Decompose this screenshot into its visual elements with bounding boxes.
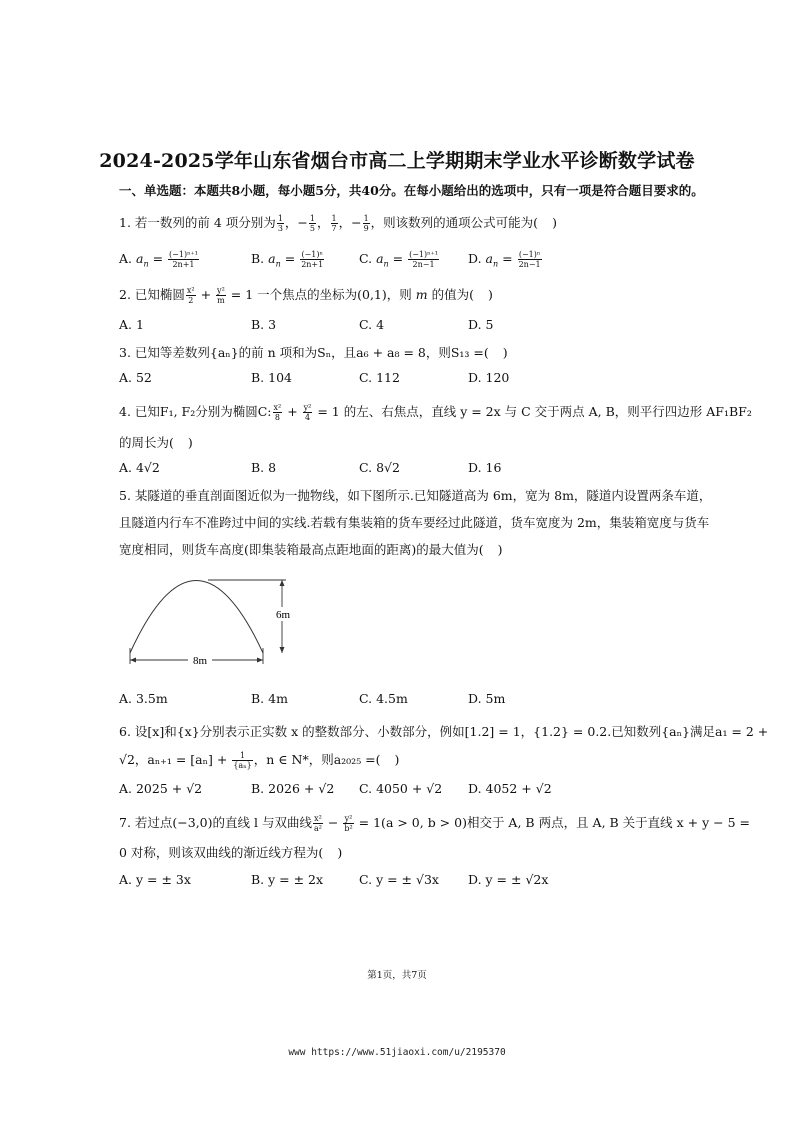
width-label: 8m [192, 655, 208, 667]
question-1-stem: 1. 若一数列的前 4 项分别为 $\frac{1}{3}$ ，− $\frac{1}{5}$ ， $\frac{1}{7}$ ，− $\frac{1}{9}$ ，则该数列的通项公式可能为( ) [119, 214, 557, 233]
q2-option-c: C. 4 [359, 317, 385, 332]
q2-option-a: A. 1 [119, 317, 144, 332]
q7-option-a: A. y = ± 3x [119, 872, 191, 887]
q7-option-b: B. y = ± 2x [251, 872, 324, 887]
q6-option-a: A. 2025 + √2 [119, 781, 203, 796]
q7-option-d: D. y = ± √2x [468, 872, 549, 887]
height-label: 6m [275, 609, 291, 621]
q3-option-a: A. 52 [119, 370, 152, 385]
question-4-stem: 4. 已知F₁, F₂分别为椭圆C: $\frac{\text{x²}}{8}$ + $\frac{\text{y²}}{4}$ = 1 的左、右焦点，直线 y = 2x 与 C 交于两点 A, B，则平行四边形 AF₁BF₂ [119, 403, 752, 422]
page-title: 2024-2025学年山东省烟台市高二上学期期末学业水平诊断数学试卷 [99, 150, 695, 172]
page-footer: 第1页，共7页 [367, 970, 427, 981]
tunnel-parabola-figure [118, 570, 308, 670]
arrow-down-icon [280, 647, 285, 653]
question-6-line2: √2，aₙ₊₁ = [aₙ] + $\frac{1}{\text{\{aₙ\}}}$ ，n ∈ N*，则a₂₀₂₅ =( ) [119, 751, 400, 770]
q1-option-b: B. $a_n$ = $\frac{\text{(−1)ⁿ}}{2n+1}$ [251, 250, 324, 269]
question-7-line2: 0 对称，则该双曲线的渐近线方程为( ) [119, 845, 343, 860]
q5-option-d: D. 5m [468, 691, 506, 706]
fraction: $\frac{1}{3}$ [277, 214, 283, 233]
q6-option-d: D. 4052 + √2 [468, 781, 552, 796]
parabola-curve [130, 581, 263, 654]
arrow-right-icon [257, 658, 263, 663]
question-5-line3: 宽度相同，则货车高度(即集装箱最高点距地面的距离)的最大值为( ) [119, 542, 503, 557]
question-7-line1: 7. 若过点(−3,0)的直线 l 与双曲线 $\frac{\text{x²}}{\text{a²}}$ − $\frac{\text{y²}}{\text{b²}}$ = 1(a > 0, b > 0)相交于 A, B 两点，且 A, B 关于直线 x + y − 5 = [119, 814, 751, 833]
arrow-up-icon [280, 580, 285, 586]
q4-option-a: A. 4√2 [119, 460, 160, 475]
question-6-line1: 6. 设[x]和{x}分别表示正实数 x 的整数部分、小数部分，例如[1.2] = 1，{1.2} = 0.2.已知数列{aₙ}满足a₁ = 2 + [119, 724, 769, 739]
watermark-url: www https://www.51jiaoxi.com/u/2195370 [288, 1047, 506, 1058]
q1-option-c: C. $a_n$ = $\frac{\text{(−1)ⁿ⁺¹}}{2n-1}$ [359, 250, 439, 269]
fraction: $\frac{1}{7}$ [331, 214, 337, 233]
q5-option-a: A. 3.5m [119, 691, 168, 706]
fraction: $\frac{1}{5}$ [309, 214, 315, 233]
q1-option-a: A. $a_n$ = $\frac{\text{(−1)ⁿ⁺¹}}{2n+1}$ [119, 250, 198, 269]
fraction: $\frac{1}{9}$ [363, 214, 369, 233]
q7-option-c: C. y = ± √3x [359, 872, 439, 887]
q1-option-d: D. $a_n$ = $\frac{\text{(−1)ⁿ}}{2n-1}$ [468, 250, 541, 269]
question-4-stem-line2: 的周长为( ) [119, 435, 193, 450]
q6-option-c: C. 4050 + √2 [359, 781, 443, 796]
q5-option-b: B. 4m [251, 691, 288, 706]
section-heading: 一、单选题：本题共8小题，每小题5分，共40分。在每小题给出的选项中，只有一项是符合题目要求的。 [119, 183, 704, 198]
question-5-line1: 5. 某隧道的垂直剖面图近似为一抛物线，如下图所示.已知隧道高为 6m，宽为 8m，隧道内设置两条车道， [119, 488, 712, 503]
q2-option-b: B. 3 [251, 317, 277, 332]
question-3-stem: 3. 已知等差数列{aₙ}的前 n 项和为Sₙ，且a₆ + a₈ = 8，则S₁₃ =( ) [119, 345, 508, 360]
q2-option-d: D. 5 [468, 317, 494, 332]
arrow-left-icon [130, 658, 136, 663]
q4-option-b: B. 8 [251, 460, 277, 475]
q3-option-d: D. 120 [468, 370, 510, 385]
question-2-stem: 2. 已知椭圆 $\frac{\text{x²}}{2}$ + $\frac{\text{y²}}{m}$ = 1 一个焦点的坐标为(0,1)，则 m 的值为( ) [119, 286, 493, 305]
q5-option-c: C. 4.5m [359, 691, 408, 706]
q4-option-d: D. 16 [468, 460, 502, 475]
q3-option-c: C. 112 [359, 370, 400, 385]
q4-option-c: C. 8√2 [359, 460, 400, 475]
q3-option-b: B. 104 [251, 370, 292, 385]
question-5-line2: 且隧道内行车不准跨过中间的实线.若载有集装箱的货车要经过此隧道，货车宽度为 2m，集装箱宽度与货车 [119, 515, 710, 530]
q6-option-b: B. 2026 + √2 [251, 781, 335, 796]
